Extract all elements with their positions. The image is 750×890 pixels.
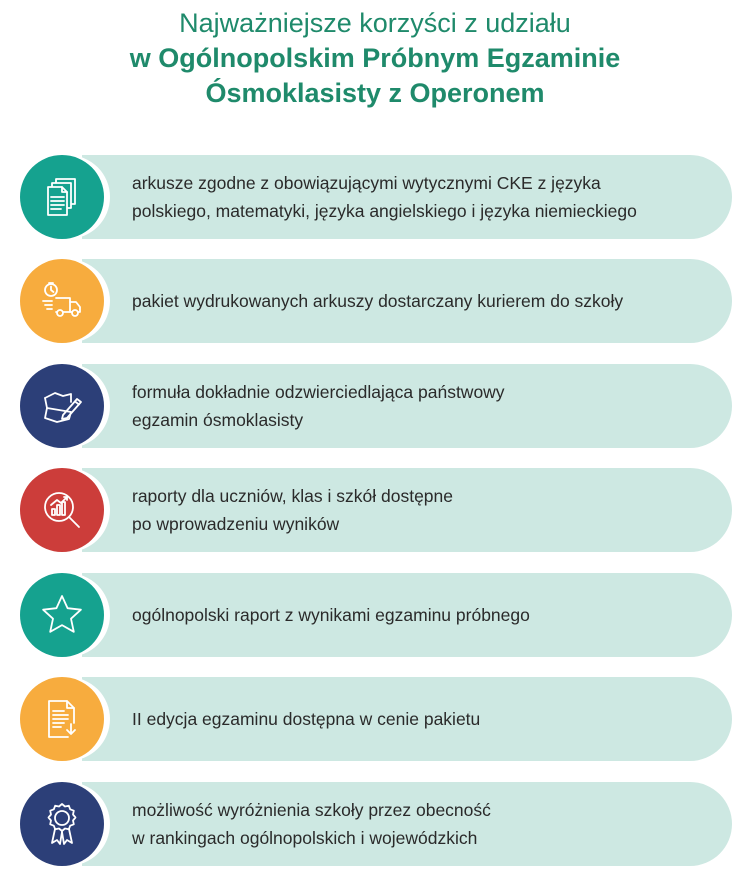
benefit-text-line-1: formuła dokładnie odzwierciedlająca państwowy <box>132 382 505 402</box>
benefit-item-reports <box>20 468 732 552</box>
benefit-text-line-2: egzamin ósmoklasisty <box>132 410 304 430</box>
analytics-magnifier-icon <box>20 468 104 552</box>
benefit-item-exam-formula <box>20 364 732 448</box>
title-line-1: Najważniejsze korzyści z udziału <box>179 8 571 38</box>
benefit-text-line-2: w rankingach ogólnopolskich i wojewódzkich <box>132 828 478 848</box>
benefit-text <box>132 364 722 448</box>
benefit-item-delivery <box>20 259 732 343</box>
benefit-text <box>132 573 722 657</box>
benefit-text-line-1: możliwość wyróżnienia szkoły przez obecność <box>132 800 491 820</box>
benefit-item-national-report <box>20 573 732 657</box>
benefit-text <box>132 259 722 343</box>
benefit-text <box>132 468 722 552</box>
delivery-truck-icon <box>20 259 104 343</box>
benefit-text <box>132 782 722 866</box>
star-icon <box>20 573 104 657</box>
benefit-text-line-1: ogólnopolski raport z wynikami egzaminu próbnego <box>132 605 530 625</box>
benefit-text <box>132 155 722 239</box>
document-download-icon <box>20 677 104 761</box>
benefit-item-second-edition <box>20 677 732 761</box>
benefit-text-line-1: pakiet wydrukowanych arkuszy dostarczany kurierem do szkoły <box>132 291 624 311</box>
benefit-text-line-2: polskiego, matematyki, języka angielskiego i języka niemieckiego <box>132 201 637 221</box>
benefit-item-documents <box>20 155 732 239</box>
title-line-2: w Ogólnopolskim Próbnym Egzaminie <box>129 43 621 73</box>
benefit-text-line-1: arkusze zgodne z obowiązującymi wytycznymi CKE z języka <box>132 173 601 193</box>
title-line-3: Ósmoklasisty z Operonem <box>205 78 545 108</box>
benefit-text <box>132 677 722 761</box>
award-badge-icon <box>20 782 104 866</box>
documents-icon <box>20 155 104 239</box>
page-title <box>0 6 750 111</box>
benefit-text-line-1: II edycja egzaminu dostępna w cenie pakietu <box>132 709 481 729</box>
benefit-item-ranking <box>20 782 732 866</box>
edit-map-icon <box>20 364 104 448</box>
benefit-text-line-2: po wprowadzeniu wyników <box>132 514 340 534</box>
benefit-text-line-1: raporty dla uczniów, klas i szkół dostępne <box>132 486 453 506</box>
